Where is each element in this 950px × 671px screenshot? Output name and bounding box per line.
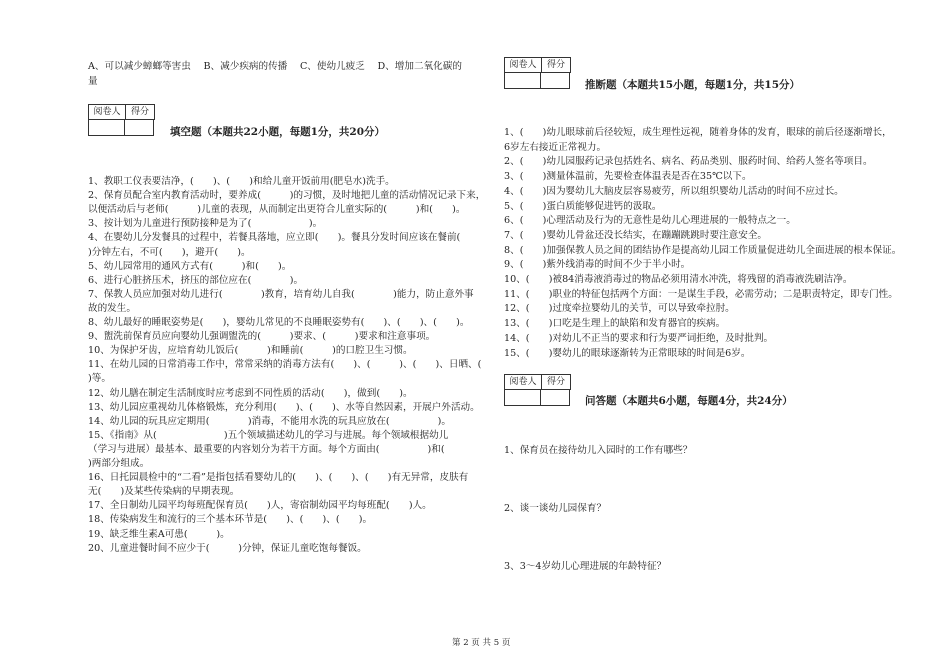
judge-question-line: 8、( )加强保教人员之间的团结协作是提高幼儿园工作质量促进幼儿全面进展的根本保证。 <box>504 244 902 256</box>
reviewer-label: 阅卷人 <box>505 375 542 389</box>
judge-question-line: 7、( )婴幼儿骨盆还没长结实，在蹦蹦跳跳时要注意安全。 <box>504 229 768 241</box>
score-box-blank <box>504 72 570 89</box>
fill-question-line: 8、幼儿最好的睡眠姿势是( )，婴幼儿常见的不良睡眠姿势有( )、( )、( )。 <box>88 317 470 328</box>
judge-question-line: 9、( )紫外线消毒的时间不少于半小时。 <box>504 259 691 271</box>
fill-question-line: 15、《指南》从( )五个领域描述幼儿的学习与进展。每个领域根据幼儿 <box>88 429 449 441</box>
reviewer-label: 阅卷人 <box>89 105 126 119</box>
score-label: 得分 <box>130 107 149 117</box>
judge-question-line: 4、( )因为婴幼儿大脑皮层容易疲劳，所以组织婴幼儿活动的时间不应过长。 <box>504 185 844 197</box>
judge-question-line: 14、( )对幼儿不正当的要求和行为要严词拒绝，及时批判。 <box>504 332 774 344</box>
score-box <box>504 374 571 390</box>
score-label: 得分 <box>546 377 565 387</box>
fill-question-line: 9、盥洗前保育员应向婴幼儿强调盥洗的( )要求、( )要求和注意事项。 <box>88 331 436 343</box>
judge-question-line: 3、( )测量体温前，先要检查体温表是否在35℃以下。 <box>504 171 752 183</box>
judge-question-line: 1、( )幼儿眼球前后径较短，成生理性远视，随着身体的发育，眼球的前后径逐渐增长， <box>504 127 892 138</box>
fill-question-line: 1、教职工仪表要洁净，( )、( )和给儿童开饭前用(肥皂水)洗手。 <box>88 176 395 187</box>
score-box-blank <box>504 389 570 406</box>
fill-question-line: )分钟左右，不可( )，避开( )。 <box>88 246 251 258</box>
fill-question-line: 5、幼儿园常用的通风方式有( )和( )。 <box>88 260 292 272</box>
section-title-judge: 推断题（本题共15小题，每题1分，共15分） <box>585 79 801 91</box>
judge-question-line: 6、( )心理活动及行为的无意性是幼儿心理进展的一般特点之一。 <box>504 215 796 227</box>
score-box-blank <box>88 119 154 136</box>
page-footer: 第 2 页 共 5 页 <box>452 638 511 648</box>
fill-question-line: 19、缺乏维生素A可患( )。 <box>88 528 230 540</box>
section-title-qa: 问答题（本题共6小题，每题4分，共24分） <box>585 395 793 407</box>
fill-question-line: )等。 <box>88 373 111 385</box>
fill-question-line: 以便活动后与老师( )儿童的表现，从而制定出更符合儿童实际的( )和( )。 <box>88 204 466 216</box>
fill-question-line: 4、在婴幼儿分发餐具的过程中，若餐具落地，应立即( )。餐具分发时间应该在餐前( <box>88 232 480 244</box>
judge-question-line: 2、( )幼儿园服药记录包括姓名、病名、药品类别、服药时间、给药人签名等项目。 <box>504 156 873 168</box>
fill-question-line: )两部分组成。 <box>88 458 150 469</box>
score-box-divider <box>124 119 125 135</box>
score-box-divider <box>540 389 541 405</box>
reviewer-label: 阅卷人 <box>505 58 542 72</box>
fill-question-line: 18、传染病发生和流行的三个基本环节是( )、( )、( )。 <box>88 514 373 526</box>
fill-question-line: 7、保教人员应加强对幼儿进行( )教育，培育幼儿自我( )能力，防止意外事 <box>88 288 474 300</box>
fill-question-line: 10、为保护牙齿，应培育幼儿饭后( )和睡前( )的口腔卫生习惯。 <box>88 345 413 357</box>
score-box <box>504 57 571 73</box>
fill-question-line: 11、在幼儿园的日常消毒工作中，常常采纳的消毒方法有( )、( )、( )、日晒、( <box>88 359 501 371</box>
fill-question-line: 12、幼儿膳在制定生活制度时应考虑到不同性质的活动( )，做到( )。 <box>88 387 413 399</box>
qa-question: 1、保育员在接待幼儿入园时的工作有哪些？ <box>504 445 693 456</box>
fill-question-line: 17、全日制幼儿园平均每班配保育员( )人，寄宿制幼园平均每班配( )人。 <box>88 500 432 512</box>
judge-question-line: 6岁左右接近正常视力。 <box>504 141 607 153</box>
judge-question-line: 5、( )蛋白质能够促进钙的汲取。 <box>504 200 662 212</box>
option-line: A、可以减少蟑螂等害虫 B、减少疾病的传播 C、使幼儿疲乏 D、增加二氧化碳的 <box>88 61 462 72</box>
qa-question: 2、谈一谈幼儿园保育？ <box>504 503 607 514</box>
fill-question-line: 14、幼儿园的玩具应定期用( )消毒，不能用水洗的玩具应放在( )。 <box>88 415 451 427</box>
judge-question-line: 13、( )口吃是生理上的缺陷和发育器官的疾病。 <box>504 318 726 330</box>
qa-question: 3、3～4岁幼儿心理进展的年龄特征？ <box>504 561 667 572</box>
score-label: 得分 <box>546 60 565 70</box>
judge-question-line: 15、( )婴幼儿的眼球逐渐转为正常眼球的时间是6岁。 <box>504 347 751 359</box>
score-box <box>88 104 155 120</box>
fill-question-line: 2、保育员配合室内教育活动时，要养成( )的习惯，及时地把儿童的活动情况记录下来， <box>88 190 486 202</box>
fill-question-line: 16、日托园晨检中的“二看”是指包括看婴幼儿的( )、( )、( )有无异常，皮肤有 <box>88 472 469 484</box>
section-title-fill: 填空题（本题共22小题，每题1分，共20分） <box>170 126 386 138</box>
score-box-divider <box>540 72 541 88</box>
judge-question-line: 12、( )过度牵拉婴幼儿的关节，可以导致牵拉肘。 <box>504 303 735 315</box>
fill-question-line: 20、儿童进餐时间不应少于( )分钟，保证儿童吃饱每餐饭。 <box>88 542 367 554</box>
fill-question-line: 故的发生。 <box>88 302 136 314</box>
judge-question-line: 11、( )职业的特征包括两个方面：一是谋生手段，必需劳动；二是职责特定，即专门性。 <box>504 288 898 300</box>
fill-question-line: 3、按计划为儿童进行预防接种是为了( )。 <box>88 218 323 230</box>
fill-question-line: （学习与进展）最基本、最重要的内容划分为若干方面。每个方面由( )和( <box>88 443 474 455</box>
fill-question-line: 13、幼儿园应重视幼儿体格锻炼，充分利用( )、( )、水等自然因素，开展户外活动。 <box>88 401 480 413</box>
fill-question-line: 无( )及某些传染病的早期表现。 <box>88 486 240 498</box>
fill-question-line: 6、进行心脏挤压术，挤压的部位应在( )。 <box>88 274 304 286</box>
option-line: 量 <box>88 76 98 87</box>
judge-question-line: 10、( )被84消毒液消毒过的物品必须用清水冲洗，将残留的消毒液洗刷洁净。 <box>504 274 853 285</box>
